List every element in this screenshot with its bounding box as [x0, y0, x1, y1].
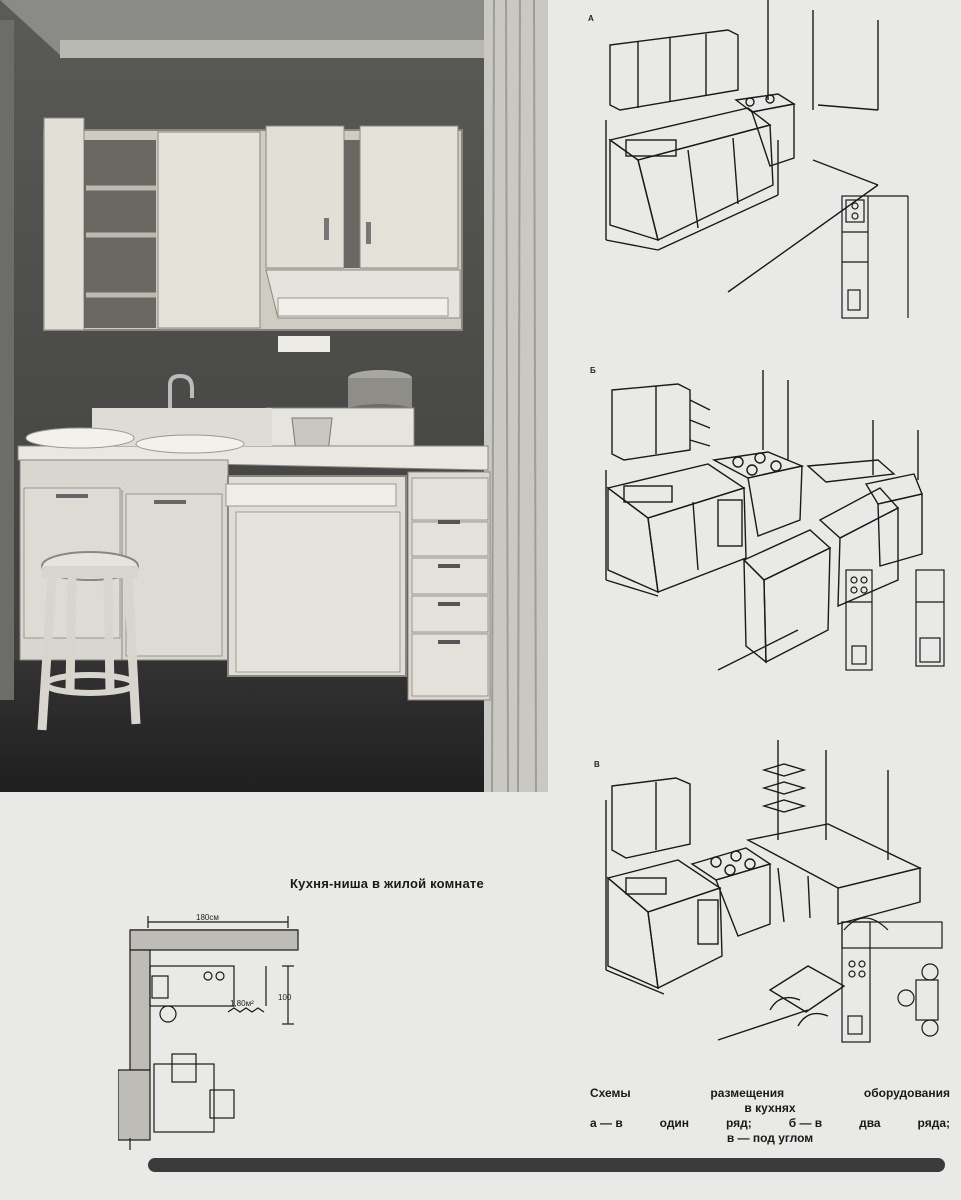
panel-label-a: А: [588, 14, 594, 23]
kitchen-photo-drawing: [0, 0, 548, 792]
caption-word: ряд;: [725, 1116, 752, 1130]
horizontal-scrollbar[interactable]: [148, 1158, 945, 1172]
main-caption: Кухня-ниша в жилой комнате: [290, 876, 484, 891]
kitchen-niche-floor-plan: [118, 910, 318, 1150]
caption-word: ряда;: [917, 1116, 950, 1130]
layout-sketch-two-rows: [598, 370, 961, 700]
layout-sketch-corner: [598, 740, 961, 1070]
schemes-caption-line3: [590, 1116, 950, 1131]
caption-word: два: [859, 1116, 881, 1130]
panel-label-b: Б: [590, 366, 596, 375]
caption-word: б — в: [788, 1116, 823, 1130]
schemes-caption-line1: [590, 1086, 950, 1101]
plan-area-label: 1,80м²: [230, 999, 254, 1008]
schemes-caption: [590, 1086, 950, 1146]
caption-word: Схемы: [590, 1086, 631, 1100]
plan-width-label: 180см: [196, 913, 219, 922]
plan-depth-label: 100: [278, 993, 292, 1002]
layout-sketch-one-row: [598, 0, 961, 330]
schemes-caption-line4: в — под углом: [726, 1131, 814, 1145]
caption-word: а — в: [590, 1116, 623, 1130]
panel-label-c: В: [594, 760, 600, 769]
schemes-caption-line2: в кухнях: [744, 1101, 796, 1115]
kitchen-photo: [0, 0, 548, 792]
caption-word: один: [659, 1116, 690, 1130]
caption-word: оборудования: [863, 1086, 950, 1100]
caption-word: размещения: [710, 1086, 785, 1100]
